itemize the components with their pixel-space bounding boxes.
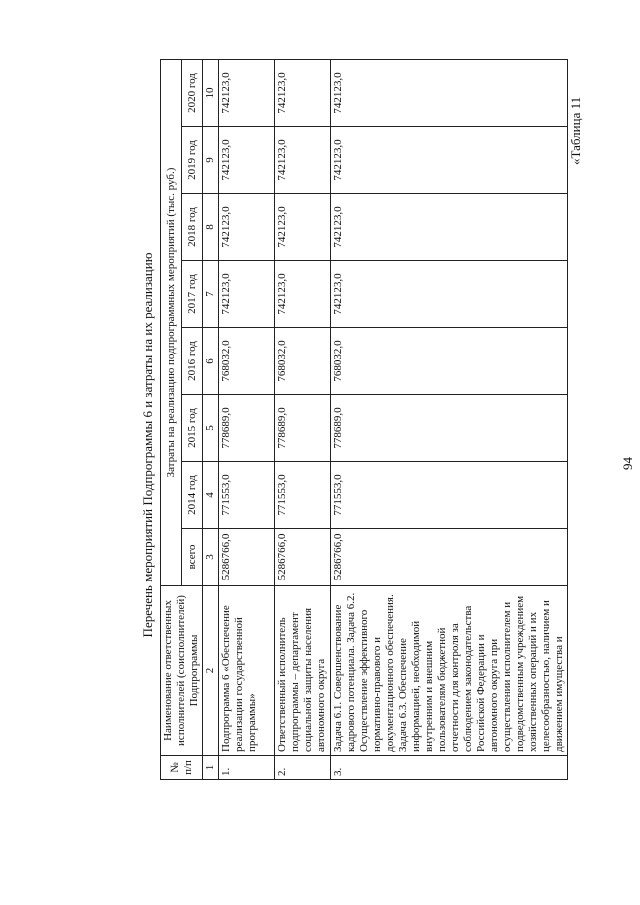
column-number: 7: [203, 261, 219, 328]
value-cell: 742123,0: [331, 127, 568, 194]
row-number: 1.: [219, 756, 275, 780]
table-row: [219, 60, 275, 780]
value-cell: 742123,0: [275, 261, 331, 328]
column-number: 10: [203, 60, 219, 127]
value-cell: 778689,0: [219, 395, 275, 462]
page-number: 94: [620, 457, 635, 470]
row-name: Подпрограмма 6 «Обеспечение реализации государственной программы»: [219, 586, 275, 756]
row-number: 2.: [275, 756, 331, 780]
value-cell: 742123,0: [275, 127, 331, 194]
value-cell: 768032,0: [219, 328, 275, 395]
value-cell: 742123,0: [219, 194, 275, 261]
header-year: 2018 год: [182, 194, 203, 261]
value-cell: 778689,0: [275, 395, 331, 462]
value-cell: 771553,0: [219, 462, 275, 529]
value-cell: 742123,0: [275, 60, 331, 127]
row-number: 3.: [331, 756, 568, 780]
row-name: Задача 6.1. Совершенствование кадрового потенциала. Задача 6.2. Осуществление эффективного нормативно-правового и документационного обеспечения. Задача 6.3. Обеспечение информацией, необходимой внутренним и внешним пользователям бюджетной отчетности для контроля за соблюдением законодательства Российской Федерации и автономного округа при осуществлении исполнителем и подведомственным учреждением хозяйственных операций и их целесообразностью, наличием и движением имущества и: [331, 586, 568, 756]
header-year: 2014 год: [182, 462, 203, 529]
value-cell: 5286766,0: [331, 529, 568, 586]
table-row: [275, 60, 331, 780]
costs-table: [160, 59, 568, 780]
value-cell: 742123,0: [331, 261, 568, 328]
column-number: 3: [203, 529, 219, 586]
header-name: Наименование ответственных исполнителей (соисполнителей) Подпрограммы: [161, 586, 203, 756]
value-cell: 768032,0: [331, 328, 568, 395]
column-number: 9: [203, 127, 219, 194]
value-cell: 742123,0: [331, 194, 568, 261]
column-number: 2: [203, 586, 219, 756]
column-number: 6: [203, 328, 219, 395]
header-year: 2016 год: [182, 328, 203, 395]
document-title: Перечень мероприятий Подпрограммы 6 и затраты на их реализацию: [140, 252, 155, 638]
table-row: [331, 60, 568, 780]
value-cell: 742123,0: [275, 194, 331, 261]
header-year: 2019 год: [182, 127, 203, 194]
header-costs-group: Затраты на реализацию подпрограммных мероприятий (тыс. руб.): [161, 60, 182, 586]
header-row-1: [161, 60, 182, 780]
column-number: 8: [203, 194, 219, 261]
column-number: 4: [203, 462, 219, 529]
header-total: всего: [182, 529, 203, 586]
value-cell: 742123,0: [219, 60, 275, 127]
column-number-row: [203, 60, 219, 780]
header-no: № п/п: [161, 756, 203, 780]
column-number: 5: [203, 395, 219, 462]
value-cell: 742123,0: [219, 127, 275, 194]
value-cell: 742123,0: [331, 60, 568, 127]
value-cell: 5286766,0: [275, 529, 331, 586]
value-cell: 742123,0: [219, 261, 275, 328]
row-name: Ответственный исполнитель подпрограммы – департамент социальной защиты населения автономного округа: [275, 586, 331, 756]
value-cell: 5286766,0: [219, 529, 275, 586]
value-cell: 778689,0: [331, 395, 568, 462]
header-year: 2020 год: [182, 60, 203, 127]
value-cell: 768032,0: [275, 328, 331, 395]
header-year: 2017 год: [182, 261, 203, 328]
table-caption: «Таблица 11: [568, 96, 583, 165]
column-number: 1: [203, 756, 219, 780]
header-year: 2015 год: [182, 395, 203, 462]
value-cell: 771553,0: [331, 462, 568, 529]
value-cell: 771553,0: [275, 462, 331, 529]
